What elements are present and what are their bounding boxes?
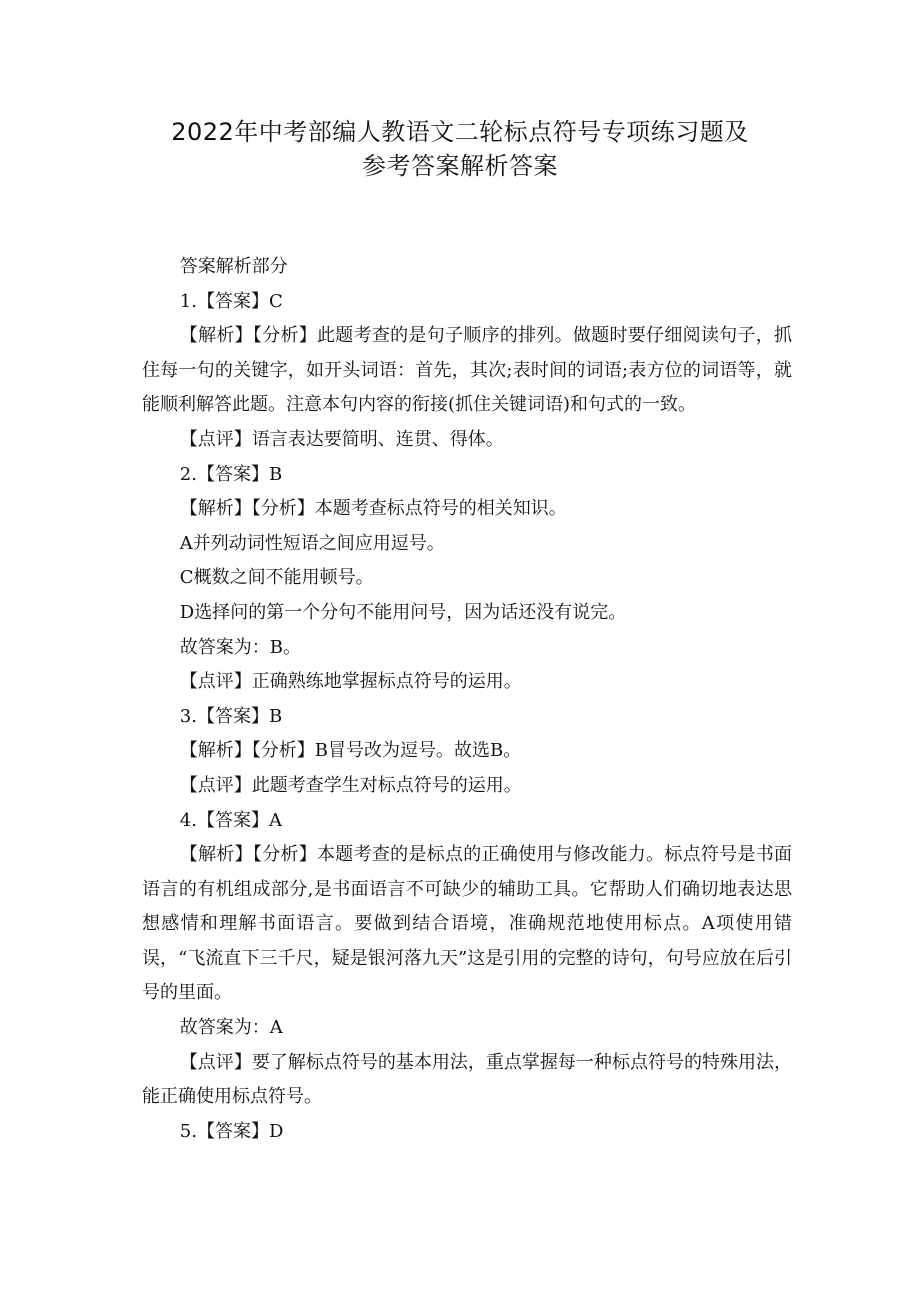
- answer-4: 4.【答案】A: [179, 809, 282, 831]
- analysis-2-option-a: A并列动词性短语之间应用逗号。: [179, 532, 445, 554]
- document-title-line-1: 2022年中考部编人教语文二轮标点符号专项练习题及: [171, 118, 749, 146]
- conclusion-4: 故答案为：A: [179, 1017, 283, 1039]
- analysis-2: 【解析】【分析】本题考查标点符号的相关知识。: [179, 498, 567, 520]
- analysis-2-option-d: D选择问的第一个分句不能用问号，因为话还没有说完。: [179, 601, 627, 623]
- answer-2: 2.【答案】B: [179, 463, 283, 485]
- comment-4: 【点评】要了解标点符号的基本用法，重点掌握每一种标点符号的特殊用法，能正确使用标点符号。: [142, 1051, 792, 1108]
- analysis-1: 【解析】【分析】此题考查的是句子顺序的排列。做题时要仔细阅读句子，抓住每一句的关键字，如开头词语：首先，其次;表时间的词语;表方位的词语等，就能顺利解答此题。注意本句内容的衔接(抓住关键词语)和句式的一致。: [142, 325, 792, 416]
- answer-1: 1.【答案】C: [179, 290, 283, 312]
- analysis-3: 【解析】【分析】B冒号改为逗号。故选B。: [179, 740, 522, 762]
- section-heading: 答案解析部分: [179, 256, 288, 277]
- answer-5: 5.【答案】D: [179, 1120, 284, 1142]
- document-title-line-2: 参考答案解析答案: [362, 152, 558, 180]
- conclusion-2: 故答案为：B。: [179, 636, 302, 658]
- document-body: [142, 250, 792, 1149]
- comment-1: 【点评】语言表达要简明、连贯、得体。: [179, 428, 504, 450]
- analysis-4: 【解析】【分析】本题考查的是标点的正确使用与修改能力。标点符号是书面语言的有机组成部分,是书面语言不可缺少的辅助工具。它帮助人们确切地表达思想感情和理解书面语言。要做到结合语境，准确规范地使用标点。A项使用错误，“飞流直下三千尺，疑是银河落九天”这是引用的完整的诗句，句号应放在后引号的里面。: [142, 844, 792, 1004]
- answer-3: 3.【答案】B: [179, 705, 283, 727]
- analysis-2-option-c: C概数之间不能用顿号。: [179, 567, 374, 589]
- comment-2: 【点评】正确熟练地掌握标点符号的运用。: [179, 671, 522, 693]
- comment-3: 【点评】此题考查学生对标点符号的运用。: [179, 774, 522, 796]
